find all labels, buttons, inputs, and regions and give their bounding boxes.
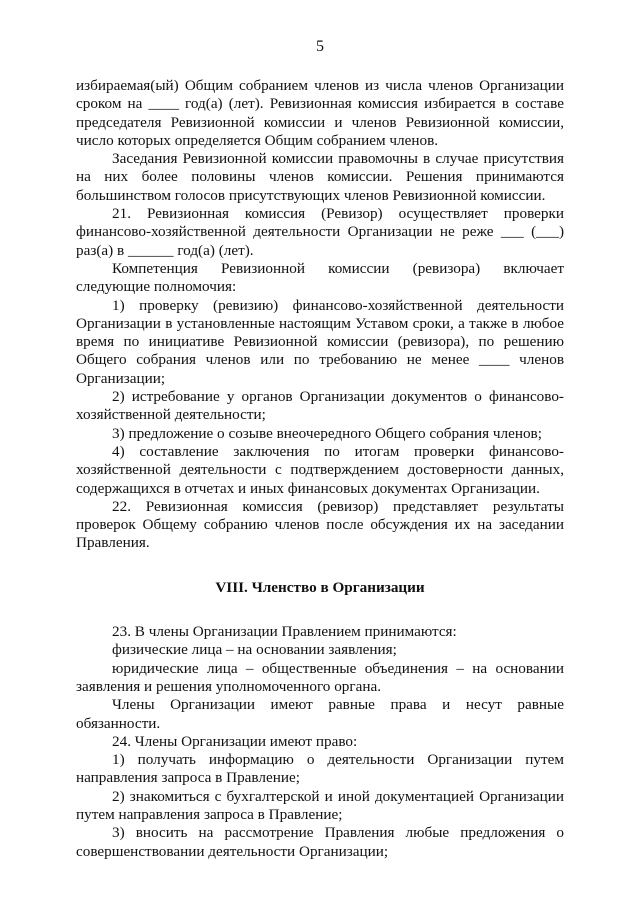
paragraph: 3) вносить на рассмотрение Правления любые предложения о совершенствовании деятельности Организации; <box>76 824 564 860</box>
paragraph: 4) составление заключения по итогам проверки финансово-хозяйственной деятельности с подтверждением достоверности данных, содержащихся в отчетах и иных финансовых документах Организации. <box>76 442 564 497</box>
paragraph: 1) получать информацию о деятельности Организации путем направления запроса в Правление; <box>76 751 564 787</box>
paragraph: 23. В члены Организации Правлением принимаются: <box>112 623 457 641</box>
paragraph: физические лица – на основании заявления; <box>112 641 397 659</box>
paragraph: Заседания Ревизионной комиссии правомочны в случае присутствия на них более половины членов комиссии. Решения принимаются большинством голосов присутствующих членов Ревизионной комиссии. <box>76 150 564 204</box>
section-title: VIII. Членство в Организации <box>215 578 425 596</box>
paragraph: 22. Ревизионная комиссия (ревизор) представляет результаты проверок Общему собранию членов после обсуждения их на заседании Правления. <box>76 497 564 552</box>
paragraph: 2) знакомиться с бухгалтерской и иной документацией Организации путем направления запроса в Правление; <box>76 787 564 823</box>
paragraph: 24. Члены Организации имеют право: <box>112 732 358 750</box>
paragraphs-after <box>76 623 564 861</box>
paragraph: 2) истребование у органов Организации документов о финансово-хозяйственной деятельности; <box>76 388 564 424</box>
paragraph: избираемая(ый) Общим собранием членов из числа членов Организации сроком на ____ год(а) (лет). Ревизионная комиссия избирается в составе председателя Ревизионной комиссии и членов Ревизионной комиссии, число которых определяется Общим собранием членов. <box>76 77 564 149</box>
paragraph: 1) проверку (ревизию) финансово-хозяйственной деятельности Организации в установленные настоящим Уставом сроки, а также в любое время по инициативе Ревизионной комиссии (ревизора), по решению Общего собрания членов или по требованию не менее ____ членов Организации; <box>76 296 564 387</box>
paragraph: Компетенция Ревизионной комиссии (ревизора) включает следующие полномочия: <box>76 259 564 296</box>
page-number: 5 <box>316 38 324 55</box>
paragraph: 3) предложение о созыве внеочередного Общего собрания членов; <box>112 424 542 442</box>
paragraph: Члены Организации имеют равные права и несут равные обязанности. <box>76 696 564 732</box>
paragraph: юридические лица – общественные объединения – на основании заявления и решения уполномоченного органа. <box>76 659 564 695</box>
paragraph: 21. Ревизионная комиссия (Ревизор) осуществляет проверки финансово-хозяйственной деятельности Организации не реже ___ (___) раз(а) в ______ год(а) (лет). <box>76 205 564 259</box>
document-body <box>76 77 564 861</box>
paragraphs-before <box>76 77 564 553</box>
